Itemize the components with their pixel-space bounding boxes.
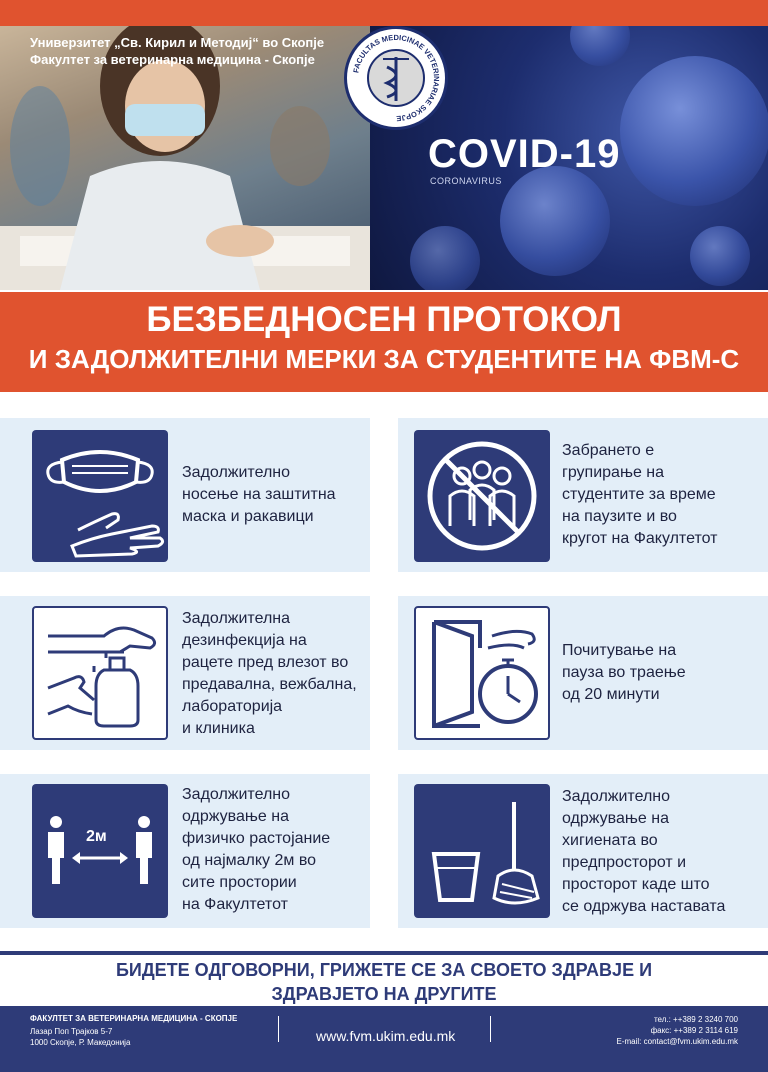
slogan-line2: ЗДРАВЈЕТО НА ДРУГИТЕ xyxy=(271,984,497,1004)
footer-address xyxy=(30,1026,130,1048)
measure-card-grouping xyxy=(398,418,768,572)
footer-email[interactable]: E-mail: contact@fvm.ukim.edu.mk xyxy=(616,1037,738,1046)
distance-label: 2м xyxy=(86,828,107,845)
footer-phone: тел.: ++389 2 3240 700 xyxy=(653,1015,738,1024)
social-distance-icon xyxy=(32,784,168,918)
footer-separator xyxy=(490,1016,491,1042)
measure-card-distance xyxy=(0,774,370,928)
virus-particle xyxy=(690,226,750,286)
covid-subtitle: CORONAVIRUS xyxy=(430,176,502,186)
no-grouping-icon xyxy=(414,430,550,562)
virus-particle xyxy=(570,26,630,66)
measure-card-mask xyxy=(0,418,370,572)
hero-banner xyxy=(0,26,768,290)
virus-particle xyxy=(410,226,480,290)
mask-gloves-icon xyxy=(32,430,168,562)
ventilation-timer-icon xyxy=(414,606,550,740)
university-name xyxy=(30,34,324,68)
page-title: БЕЗБЕДНОСЕН ПРОТОКОЛ xyxy=(146,300,622,339)
footer-separator xyxy=(278,1016,279,1042)
measure-card-hygiene xyxy=(398,774,768,928)
measure-card-sanitizer xyxy=(0,596,370,750)
svg-text:FACULTAS MEDICINAE VETERINARIA: FACULTAS MEDICINAE VETERINARIAE SKOPJE xyxy=(351,32,442,124)
virus-particle xyxy=(500,166,610,276)
measure-text: Задолжително носење на заштитна маска и ракавици xyxy=(182,464,336,525)
cleaning-icon xyxy=(414,784,550,918)
university-line1: Универзитет „Св. Кирил и Методиј“ во Скопје xyxy=(30,35,325,50)
hand-sanitizer-icon xyxy=(32,606,168,740)
measure-text: Почитување на пауза во траење од 20 минути xyxy=(562,642,686,703)
footer-website-link[interactable]: www.fvm.ukim.edu.mk xyxy=(316,1028,456,1044)
footer xyxy=(0,1006,768,1072)
faculty-logo xyxy=(344,26,448,130)
measure-text: Задолжителна дезинфекција на рацете пред влезот во предавална, вежбална, лабораторија и клиника xyxy=(182,610,357,737)
footer-contact xyxy=(617,1014,738,1047)
page-subtitle: И ЗАДОЛЖИТЕЛНИ МЕРКИ ЗА СТУДЕНТИТЕ НА ФВМ-С xyxy=(28,344,740,374)
virus-particle xyxy=(620,56,768,206)
measure-text: Задолжително одржување на физичко растојание од најмалку 2м во сите простории на Факултетот xyxy=(182,786,331,913)
slogan-line1: БИДЕТЕ ОДГОВОРНИ, ГРИЖЕТЕ СЕ ЗА СВОЕТО ЗДРАВЈЕ И xyxy=(115,960,653,980)
university-line2: Факултет за ветеринарна медицина - Скопје xyxy=(30,52,315,67)
footer-fax: факс: ++389 2 3114 619 xyxy=(650,1026,738,1035)
divider xyxy=(0,951,768,955)
measure-text: Забрането е групирање на студентите за време на паузите и во кругот на Факултетот xyxy=(562,442,718,547)
measure-card-pause xyxy=(398,596,768,750)
covid-title: COVID-19 xyxy=(428,132,621,176)
top-accent-bar xyxy=(0,0,768,26)
faculty-logo-seal xyxy=(347,29,445,127)
slogan xyxy=(0,958,768,1006)
footer-faculty-name: ФАКУЛТЕТ ЗА ВЕТЕРИНАРНА МЕДИЦИНА - СКОПЈЕ xyxy=(30,1014,238,1023)
footer-address-line1: Лазар Поп Трајков 5-7 xyxy=(30,1027,113,1036)
footer-address-line2: 1000 Скопје, Р. Македонија xyxy=(30,1038,131,1047)
measure-text: Задолжително одржување на хигиената во предпросторот и просторот каде што се одржува наставата xyxy=(562,788,726,915)
